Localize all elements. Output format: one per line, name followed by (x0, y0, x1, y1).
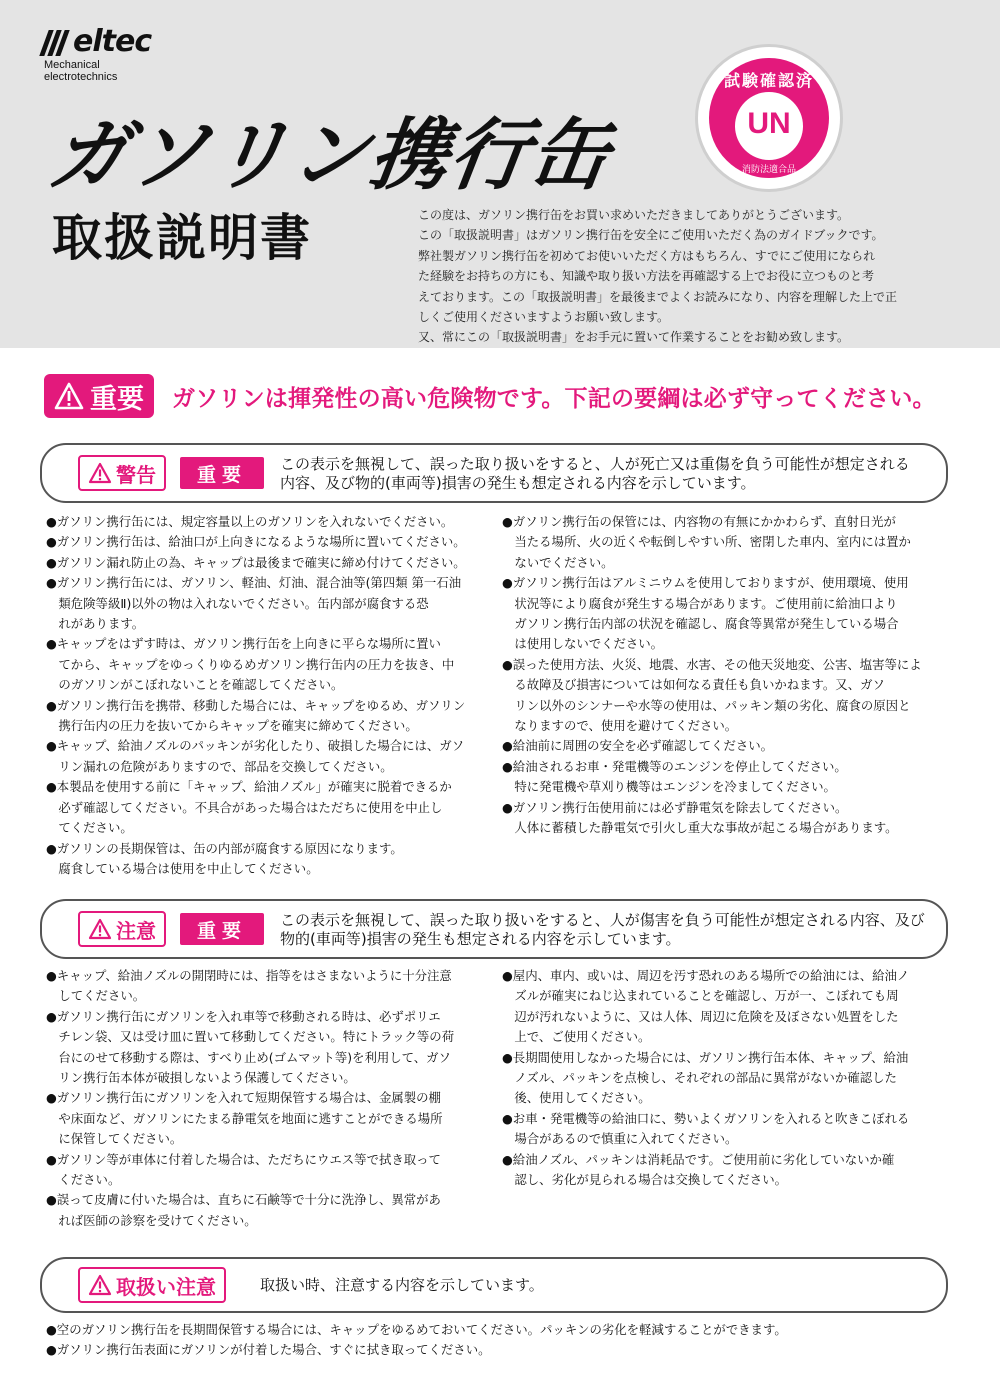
list-item: ●空のガソリン携行缶を長期間保管する場合には、キャップをゆるめておいてください。パッキンの劣化を軽減することができます。 (46, 1322, 787, 1337)
list-item: 人体に蓄積した静電気で引火し重大な事故が起こる場合があります。 (502, 820, 898, 836)
warning-left-list (46, 512, 466, 879)
list-item: なりますので、使用を避けてください。 (502, 718, 738, 734)
important-badge (44, 374, 154, 418)
intro-line: この度は、ガソリン携行缶をお買い求めいただきましてありがとうございます。 (418, 208, 850, 222)
list-item: ●ガソリン携行缶表面にガソリンが付着した場合、すぐに拭き取ってください。 (46, 1342, 491, 1358)
list-item: 辺が汚れないように、又は人体、周辺に危険を及ぼさない処置をした (502, 1008, 899, 1024)
warning-triangle-icon (54, 382, 84, 410)
warning-triangle-icon (88, 462, 112, 484)
important-badge-label: 重要 (90, 383, 144, 415)
seal-un-text: UN (747, 107, 791, 140)
brand-name: eltec (73, 24, 152, 59)
handling-description (260, 1276, 544, 1295)
warning-tag-label: 警告 (116, 462, 156, 487)
list-item: リン携行缶本体が破損しないよう保護してください。 (46, 1070, 356, 1086)
caution-right-list (502, 966, 909, 1190)
list-item: てください。 (46, 820, 133, 836)
caution-left-list (46, 966, 454, 1231)
list-item: ●ガソリン携行缶は、給油口が上向きになるような場所に置いてください。 (46, 534, 466, 550)
list-item: ●給油前に周囲の安全を必ず確認してください。 (502, 738, 774, 754)
handling-description-line: 取扱い時、注意する内容を示しています。 (260, 1276, 544, 1294)
list-item: ●ガソリン携行缶には、規定容量以上のガソリンを入れないでください。 (46, 514, 454, 529)
caution-description-line: 物的(車両等)損害の発生も想定される内容を示しています。 (280, 930, 681, 948)
list-item: ●ガソリン等が車体に付着した場合は、ただちにウエス等で拭き取って (46, 1151, 441, 1167)
header (0, 0, 1000, 348)
list-item: れがあります。 (46, 616, 145, 632)
list-item: 場合があるので慎重に入れてください。 (502, 1131, 738, 1147)
warning-header-box (40, 443, 948, 503)
list-item: のガソリンがこぼれないことを確認してください。 (46, 677, 344, 693)
list-item: ●ガソリン携行缶にガソリンを入れて短期保管する場合は、金属製の棚 (46, 1090, 441, 1106)
list-item: ●ガソリン携行缶には、ガソリン、軽油、灯油、混合油等(第四類 第一石油 (46, 575, 462, 591)
intro-line: しくご使用くださいますようお願い致します。 (418, 310, 670, 325)
brand-subtitle-2: electrotechnics (44, 71, 118, 83)
list-item: 必ず確認してください。不具合があった場合はただちに使用を中止し (46, 799, 443, 815)
caution-description (280, 911, 925, 949)
list-item: 腐食している場合は使用を中止してください。 (46, 860, 319, 876)
list-item: ズルが確実にねじ込まれていることを確認し、万が一、こぼれても周 (502, 988, 899, 1004)
important-banner (44, 374, 936, 418)
list-item: ●キャップ、給油ノズルの開閉時には、指等をはさまないように十分注意 (46, 968, 452, 983)
seal-top-text: 試験確認済 (723, 71, 814, 90)
list-item: ●給油されるお車・発電機等のエンジンを停止してください。 (502, 758, 847, 774)
list-item: 認し、劣化が見られる場合は交換してください。 (502, 1172, 787, 1188)
warning-description (280, 455, 910, 493)
list-item: や床面など、ガソリンにたまる静電気を地面に逃すことができる場所 (46, 1110, 443, 1126)
warning-important-tag: 重要 (180, 457, 264, 489)
list-item: ●長期間使用しなかった場合には、ガソリン携行缶本体、キャップ、給油 (502, 1049, 909, 1065)
list-item: ●本製品を使用する前に「キャップ、給油ノズル」が確実に脱着できるか (46, 779, 452, 795)
warning-triangle-icon (88, 918, 112, 940)
list-item: ●ガソリン携行缶の保管には、内容物の有無にかかわらず、直射日光が (502, 514, 896, 529)
list-item: れば医師の診察を受けてください。 (46, 1212, 257, 1228)
list-item: る故障及び損害については如何なる責任も負いかねます。又、ガソ (502, 677, 885, 693)
intro-line: えております。この「取扱説明書」を最後までよくお読みになり、内容を理解した上で正 (418, 289, 898, 304)
list-item: ノズル、パッキンを点検し、それぞれの部品に異常がないか確認した (502, 1070, 897, 1086)
list-item: 当たる場所、火の近くや転倒しやすい所、密閉した車内、室内には置か (502, 534, 911, 550)
list-item: ないでください。 (502, 554, 614, 570)
seal-bottom-text: 消防法適合品 (741, 165, 796, 175)
list-item: ●屋内、車内、或いは、周辺を汚す恐れのある場所での給油には、給油ノ (502, 968, 910, 983)
list-item: に保管してください。 (46, 1131, 183, 1147)
list-item: 状況等により腐食が発生する場合があります。ご使用前に給油口より (502, 595, 898, 611)
list-item: ●キャップ、給油ノズルのパッキンが劣化したり、破損した場合には、ガソ (46, 738, 465, 754)
un-certification-seal (695, 44, 843, 192)
caution-important-tag: 重要 (180, 913, 264, 945)
list-item: してください。 (46, 988, 146, 1004)
list-item: リン以外のシンナーや水等の使用は、パッキン類の劣化、腐食の原因と (502, 697, 911, 713)
list-item: ●ガソリン携行缶はアルミニウムを使用しておりますが、使用環境、使用 (502, 575, 909, 591)
warning-triangle-icon (88, 1274, 112, 1296)
list-item: は使用しないでください。 (502, 636, 664, 652)
caution-header-box (40, 899, 948, 959)
caution-tag-label: 注意 (116, 918, 156, 943)
list-item: 上で、ご使用ください。 (502, 1029, 651, 1045)
list-item: ●ガソリン携行缶にガソリンを入れ車等で移動される時は、必ずポリエ (46, 1008, 441, 1024)
list-item: ●キャップをはずす時は、ガソリン携行缶を上向きに平らな場所に置い (46, 636, 441, 652)
caution-tag (78, 911, 166, 947)
list-item: チレン袋、又は受け皿に置いて移動してください。特にトラック等の荷 (46, 1029, 455, 1045)
handling-tag (78, 1267, 226, 1303)
list-item: ●ガソリン携行缶使用前には必ず静電気を除去してください。 (502, 799, 848, 815)
warning-description-line: この表示を無視して、誤った取り扱いをすると、人が死亡又は重傷を負う可能性が想定される (280, 455, 910, 473)
list-item: 携行缶内の圧力を抜いてからキャップを確実に締めてください。 (46, 718, 418, 734)
list-item: ●誤った使用方法、火災、地震、水害、その他天災地変、公害、塩害等によ (502, 656, 922, 672)
important-banner-text: ガソリンは揮発性の高い危険物です。下記の要綱は必ず守ってください。 (172, 385, 936, 412)
intro-line: 弊社製ガソリン携行缶を初めてお使いいただく方はもちろん、すでにご使用になられ (418, 248, 876, 263)
list-item: リン漏れの危険がありますので、部品を交換してください。 (46, 758, 393, 774)
list-item: ガソリン携行缶内部の状況を確認し、腐食等異常が発生している場合 (502, 616, 899, 632)
warning-tag (78, 455, 166, 491)
list-item: ●給油ノズル、パッキンは消耗品です。ご使用前に劣化していないか確 (502, 1151, 895, 1167)
intro-line: この「取扱説明書」はガソリン携行缶を安全にご使用いただく為のガイドブックです。 (418, 228, 884, 243)
list-item: てから、キャップをゆっくりゆるめガソリン携行缶内の圧力を抜き、中 (46, 656, 455, 672)
list-item: 後、使用してください。 (502, 1090, 651, 1106)
list-item: 台にのせて移動する際は、すべり止め(ゴムマット等)を利用して、ガソ (46, 1049, 451, 1065)
logo-bars-icon (39, 30, 69, 56)
handling-list (46, 1320, 787, 1361)
list-item: ●お車・発電機等の給油口に、勢いよくガソリンを入れると吹きこぼれる (502, 1110, 910, 1126)
brand-logo (44, 24, 152, 83)
intro-line: 又、常にこの「取扱説明書」をお手元に置いて作業することをお勧め致します。 (418, 330, 850, 345)
list-item: ●ガソリンの長期保管は、缶の内部が腐食する原因になります。 (46, 840, 403, 856)
list-item: 特に発電機や草刈り機等はエンジンを冷ましてください。 (502, 779, 836, 795)
page-subtitle: 取扱説明書 (52, 209, 312, 267)
list-item: 類危険等級Ⅱ)以外の物は入れないでください。缶内部が腐食する恐 (46, 595, 429, 611)
list-item: ●誤って皮膚に付いた場合は、直ちに石鹸等で十分に洗浄し、異常があ (46, 1192, 441, 1208)
brand-subtitle-1: Mechanical (44, 59, 100, 71)
handling-header-box (40, 1257, 948, 1313)
caution-description-line: この表示を無視して、誤った取り扱いをすると、人が傷害を負う可能性が想定される内容、及び (280, 911, 925, 929)
intro-line: た経験をお持ちの方にも、知識や取り扱い方法を再確認する上でお役に立つものと考 (418, 269, 875, 284)
handling-tag-label: 取扱い注意 (116, 1274, 216, 1299)
page-title: ガソリン携行缶 (43, 111, 617, 201)
warning-right-list (502, 512, 922, 839)
intro-text (418, 205, 988, 348)
list-item: ください。 (46, 1172, 121, 1188)
list-item: ●ガソリン携行缶を携帯、移動した場合には、キャップをゆるめ、ガソリン (46, 697, 466, 713)
warning-description-line: 内容、及び物的(車両等)損害の発生も想定される内容を示しています。 (280, 474, 756, 492)
list-item: ●ガソリン漏れ防止の為、キャップは最後まで確実に締め付けてください。 (46, 554, 466, 570)
